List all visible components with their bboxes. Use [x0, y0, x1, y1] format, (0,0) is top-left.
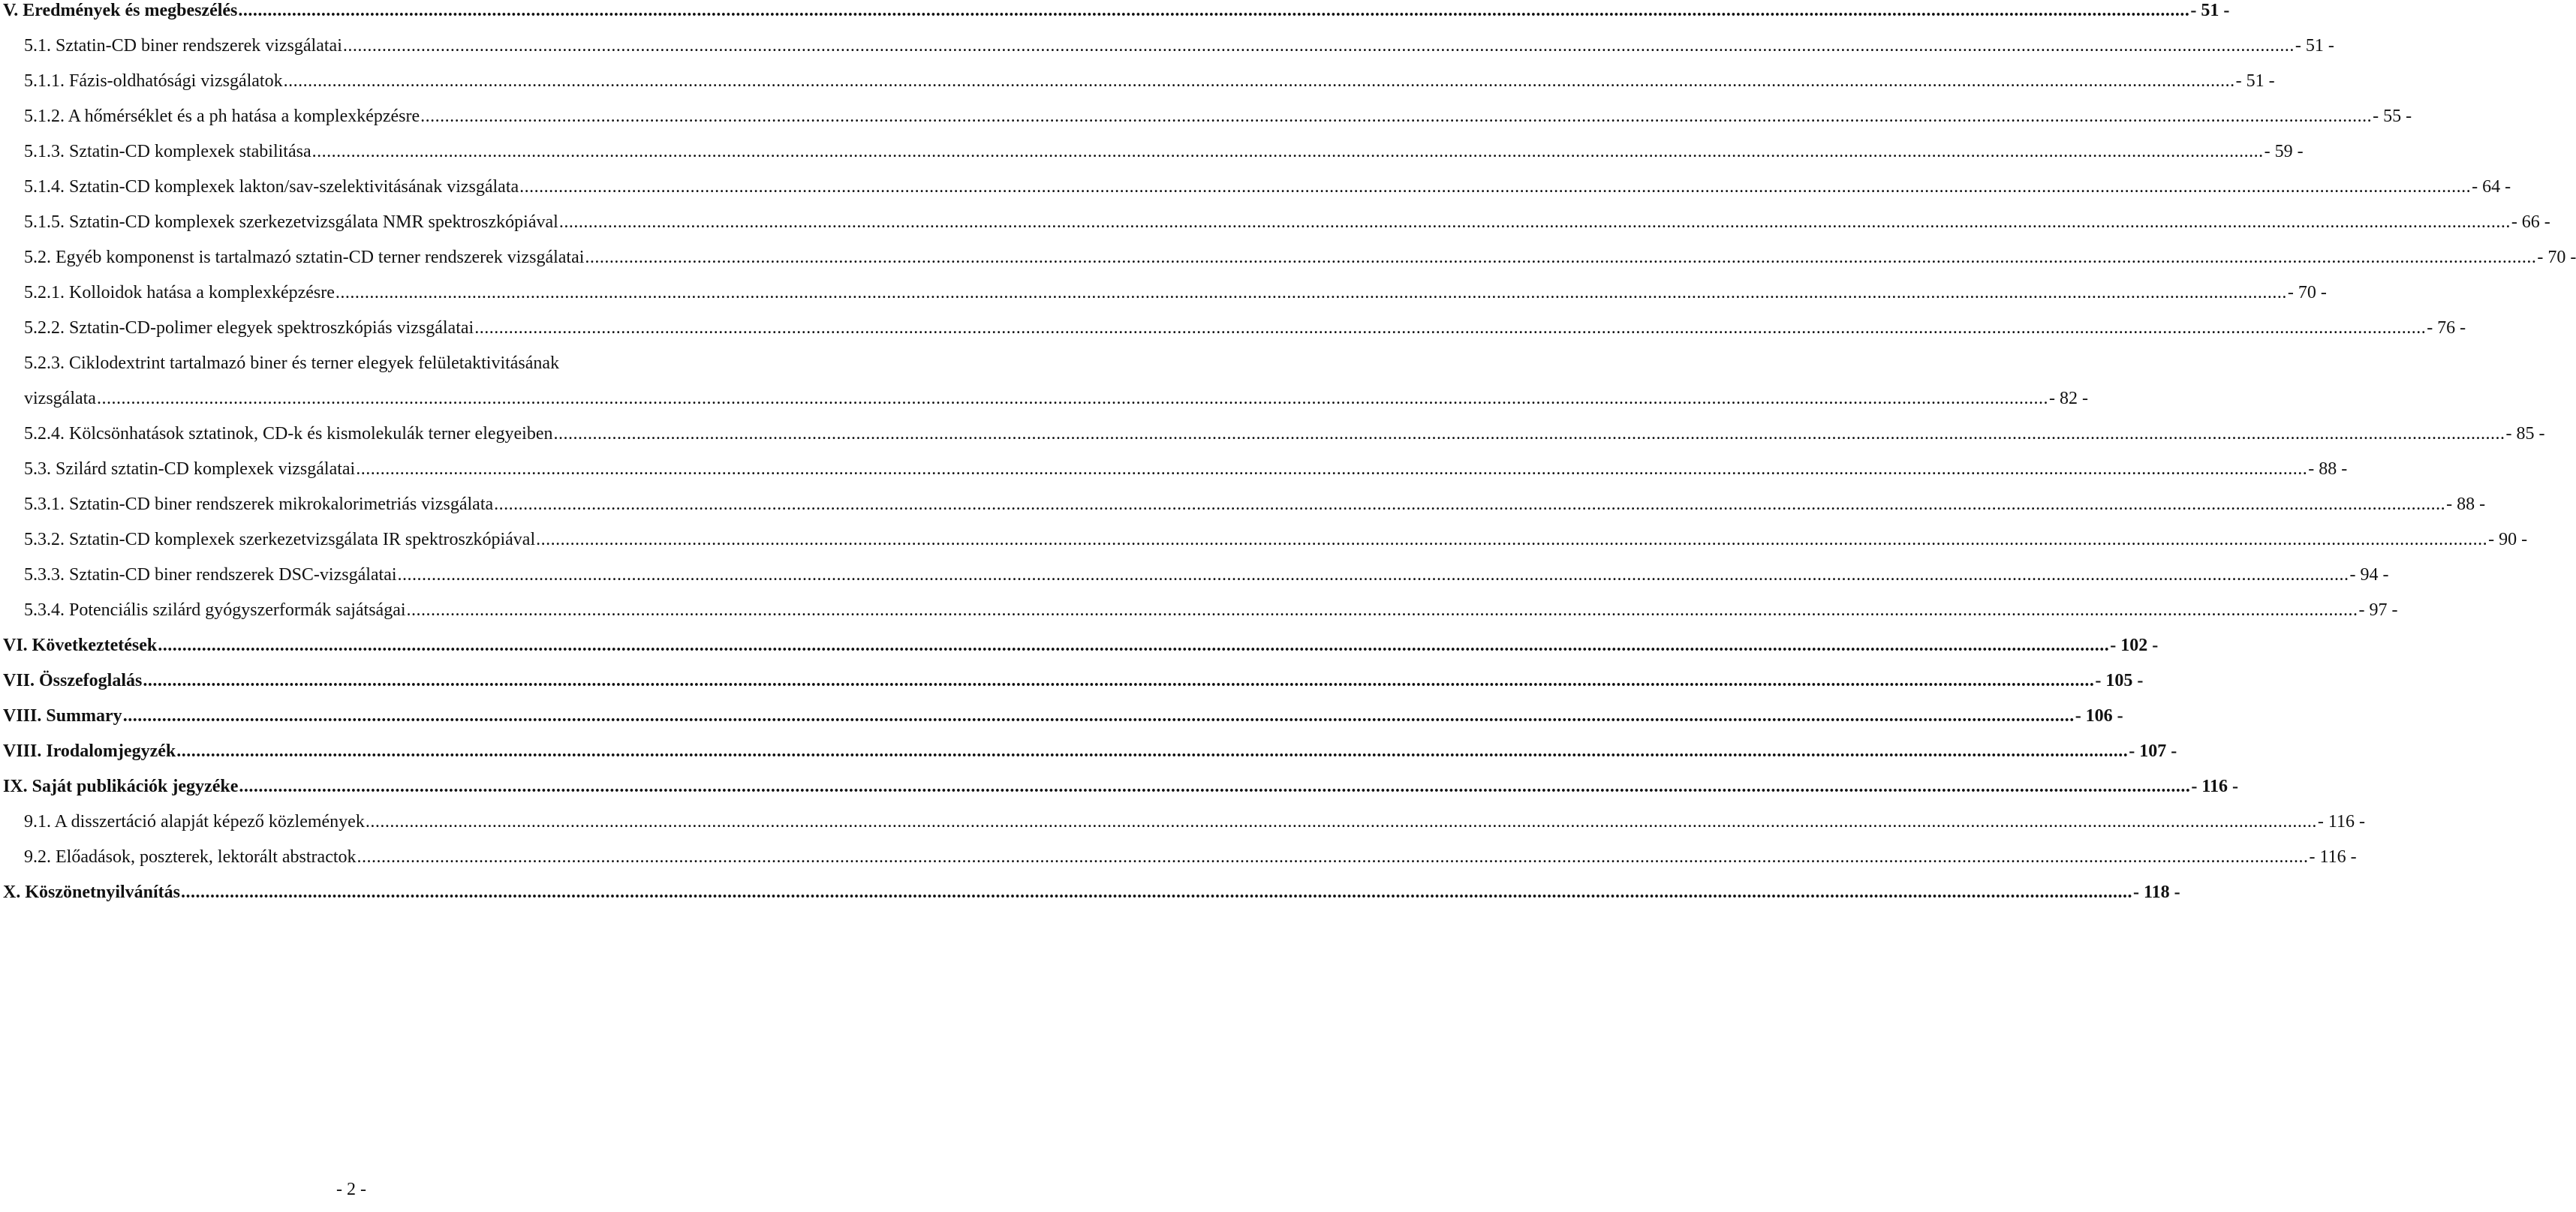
- page-number: - 2 -: [336, 1180, 366, 1199]
- toc-entry-title: 5.3.1. Sztatin-CD biner rendszerek mikrokalorimetriás vizsgálata: [24, 495, 494, 514]
- dot-leader: ................................................................................................................................................................................................................................................................................................................................................................................................................: [239, 777, 2191, 796]
- dot-leader: ................................................................................................................................................................................................................................................................................................................................................................................................................: [536, 530, 2488, 549]
- toc-entry-title: 5.2.2. Sztatin-CD-polimer elegyek spektroszkópiás vizsgálatai: [24, 318, 474, 338]
- dot-leader: ................................................................................................................................................................................................................................................................................................................................................................................................................: [406, 600, 2358, 620]
- toc-entry[interactable]: [24, 459, 2348, 489]
- dot-leader: ................................................................................................................................................................................................................................................................................................................................................................................................................: [494, 495, 2446, 514]
- dot-leader: ................................................................................................................................................................................................................................................................................................................................................................................................................: [342, 36, 2295, 56]
- toc-entry-page: - 82 -: [2048, 389, 2088, 408]
- dot-leader: ................................................................................................................................................................................................................................................................................................................................................................................................................: [122, 706, 2075, 726]
- toc-entry[interactable]: [24, 282, 2327, 312]
- toc-entry-title: 9.2. Előadások, poszterek, lektorált abstractok: [24, 847, 357, 867]
- toc-entry-page: - 76 -: [2427, 318, 2466, 338]
- toc-entry-page: - 105 -: [2095, 671, 2144, 690]
- dot-leader: ................................................................................................................................................................................................................................................................................................................................................................................................................: [420, 107, 2373, 126]
- toc-entry[interactable]: [24, 529, 2528, 559]
- toc-entry-title: 5.1.3. Sztatin-CD komplexek stabilitása: [24, 142, 311, 161]
- toc-entry[interactable]: [24, 141, 2304, 171]
- toc-entry-title-continued: vizsgálata: [24, 389, 96, 408]
- toc-entry[interactable]: [24, 494, 2486, 524]
- toc-entry-page: - 70 -: [2287, 283, 2327, 302]
- toc-entry[interactable]: [24, 600, 2398, 630]
- dot-leader: ................................................................................................................................................................................................................................................................................................................................................................................................................: [238, 1, 2190, 20]
- toc-entry-page: - 106 -: [2075, 706, 2123, 726]
- toc-entry-page: - 88 -: [2446, 495, 2486, 514]
- toc-entry-page: - 51 -: [2190, 1, 2230, 20]
- toc-entry-page: - 116 -: [2191, 777, 2239, 796]
- toc-entry-title: 5.3.2. Sztatin-CD komplexek szerkezetvizsgálata IR spektroszkópiával: [24, 530, 536, 549]
- toc-entry[interactable]: [24, 71, 2275, 101]
- toc-entry-title: 5.1. Sztatin-CD biner rendszerek vizsgálatai: [24, 36, 342, 56]
- toc-entry[interactable]: [24, 212, 2550, 242]
- toc-entry-title: 5.2.1. Kolloidok hatása a komplexképzésre: [24, 283, 335, 302]
- dot-leader: ................................................................................................................................................................................................................................................................................................................................................................................................................: [176, 741, 2129, 761]
- toc-entry-title: 9.1. A disszertáció alapját képező közlemények: [24, 812, 365, 832]
- toc-entry-page: - 85 -: [2505, 424, 2545, 444]
- dot-leader: ................................................................................................................................................................................................................................................................................................................................................................................................................: [311, 142, 2264, 161]
- dot-leader: ................................................................................................................................................................................................................................................................................................................................................................................................................: [335, 283, 2287, 302]
- toc-entry-page: - 107 -: [2129, 741, 2177, 761]
- toc-entry-page: - 51 -: [2235, 71, 2275, 91]
- toc-entry-page: - 90 -: [2488, 530, 2528, 549]
- dot-leader: ................................................................................................................................................................................................................................................................................................................................................................................................................: [474, 318, 2427, 338]
- toc-entry[interactable]: [24, 106, 2412, 136]
- dot-leader: ................................................................................................................................................................................................................................................................................................................................................................................................................: [397, 565, 2349, 585]
- toc-entry[interactable]: [3, 705, 2123, 735]
- dot-leader: ................................................................................................................................................................................................................................................................................................................................................................................................................: [365, 812, 2317, 832]
- toc-entry-page: - 102 -: [2110, 636, 2159, 655]
- toc-entry[interactable]: [24, 176, 2511, 206]
- dot-leader: ................................................................................................................................................................................................................................................................................................................................................................................................................: [283, 71, 2235, 91]
- toc-entry-page: - 116 -: [2309, 847, 2357, 867]
- dot-leader: ................................................................................................................................................................................................................................................................................................................................................................................................................: [558, 212, 2511, 232]
- toc-entry[interactable]: [3, 741, 2177, 771]
- toc-entry-page: - 59 -: [2264, 142, 2304, 161]
- toc-entry[interactable]: [3, 635, 2159, 665]
- toc-entry[interactable]: [24, 847, 2357, 877]
- toc-entry-title: 5.2.4. Kölcsönhatások sztatinok, CD-k és kismolekulák terner elegyeiben: [24, 424, 553, 444]
- toc-entry-page: - 70 -: [2537, 248, 2576, 267]
- toc-entry-title: 5.2.3. Ciklodextrint tartalmazó biner és terner elegyek felületaktivitásának: [24, 353, 560, 373]
- toc-entry[interactable]: [3, 670, 2144, 700]
- toc-entry-page: - 51 -: [2295, 36, 2334, 56]
- toc-entry-page: - 94 -: [2349, 565, 2389, 585]
- toc-entry[interactable]: [24, 35, 2334, 65]
- toc-entry-title: VI. Következtetések: [3, 636, 158, 655]
- toc-entry-page: - 116 -: [2317, 812, 2365, 832]
- toc-entry[interactable]: [3, 882, 2180, 912]
- toc-entry[interactable]: [3, 0, 2230, 30]
- toc-entry-page: - 55 -: [2373, 107, 2412, 126]
- toc-entry[interactable]: [24, 247, 2576, 277]
- dot-leader: ................................................................................................................................................................................................................................................................................................................................................................................................................: [357, 847, 2309, 867]
- dot-leader: ................................................................................................................................................................................................................................................................................................................................................................................................................: [96, 389, 2048, 408]
- dot-leader: ................................................................................................................................................................................................................................................................................................................................................................................................................: [585, 248, 2537, 267]
- toc-entry-title: 5.3. Szilárd sztatin-CD komplexek vizsgálatai: [24, 459, 356, 479]
- dot-leader: ................................................................................................................................................................................................................................................................................................................................................................................................................: [143, 671, 2095, 690]
- toc-entry-title: X. Köszönetnyilvánítás: [3, 883, 181, 902]
- toc-entry-title: VIII. Irodalomjegyzék: [3, 741, 176, 761]
- toc-entry-title: VII. Összefoglalás: [3, 671, 143, 690]
- dot-leader: ................................................................................................................................................................................................................................................................................................................................................................................................................: [519, 177, 2472, 197]
- toc-entry-page: - 66 -: [2511, 212, 2550, 232]
- toc-entry-title: 5.3.3. Sztatin-CD biner rendszerek DSC-vizsgálatai: [24, 565, 397, 585]
- toc-entry-page: - 64 -: [2472, 177, 2511, 197]
- toc-entry[interactable]: [24, 564, 2389, 594]
- toc-entry-title: 5.1.1. Fázis-oldhatósági vizsgálatok: [24, 71, 283, 91]
- toc-entry-title: IX. Saját publikációk jegyzéke: [3, 777, 239, 796]
- dot-leader: ................................................................................................................................................................................................................................................................................................................................................................................................................: [158, 636, 2110, 655]
- dot-leader: ................................................................................................................................................................................................................................................................................................................................................................................................................: [553, 424, 2505, 444]
- toc-entry[interactable]: [3, 776, 2239, 806]
- toc-entry[interactable]: [24, 811, 2365, 841]
- toc-entry-title: 5.1.4. Sztatin-CD komplexek lakton/sav-szelektivitásának vizsgálata: [24, 177, 519, 197]
- toc-entry-title: 5.2. Egyéb komponenst is tartalmazó sztatin-CD terner rendszerek vizsgálatai: [24, 248, 585, 267]
- toc-entry[interactable]: [24, 423, 2545, 453]
- toc-entry-title: 5.3.4. Potenciális szilárd gyógyszerformák sajátságai: [24, 600, 406, 620]
- toc-entry-page: - 88 -: [2308, 459, 2348, 479]
- toc-entry-title: 5.1.5. Sztatin-CD komplexek szerkezetvizsgálata NMR spektroszkópiával: [24, 212, 558, 232]
- toc-entry[interactable]: [24, 353, 2088, 408]
- toc-entry-page: - 118 -: [2133, 883, 2180, 902]
- dot-leader: ................................................................................................................................................................................................................................................................................................................................................................................................................: [356, 459, 2308, 479]
- toc-entry-title: VIII. Summary: [3, 706, 122, 726]
- toc-entry-title: V. Eredmények és megbeszélés: [3, 1, 238, 20]
- toc-entry-title: 5.1.2. A hőmérséklet és a ph hatása a komplexképzésre: [24, 107, 420, 126]
- toc-entry[interactable]: [24, 317, 2466, 347]
- toc-entry-page: - 97 -: [2358, 600, 2398, 620]
- dot-leader: ................................................................................................................................................................................................................................................................................................................................................................................................................: [181, 883, 2133, 902]
